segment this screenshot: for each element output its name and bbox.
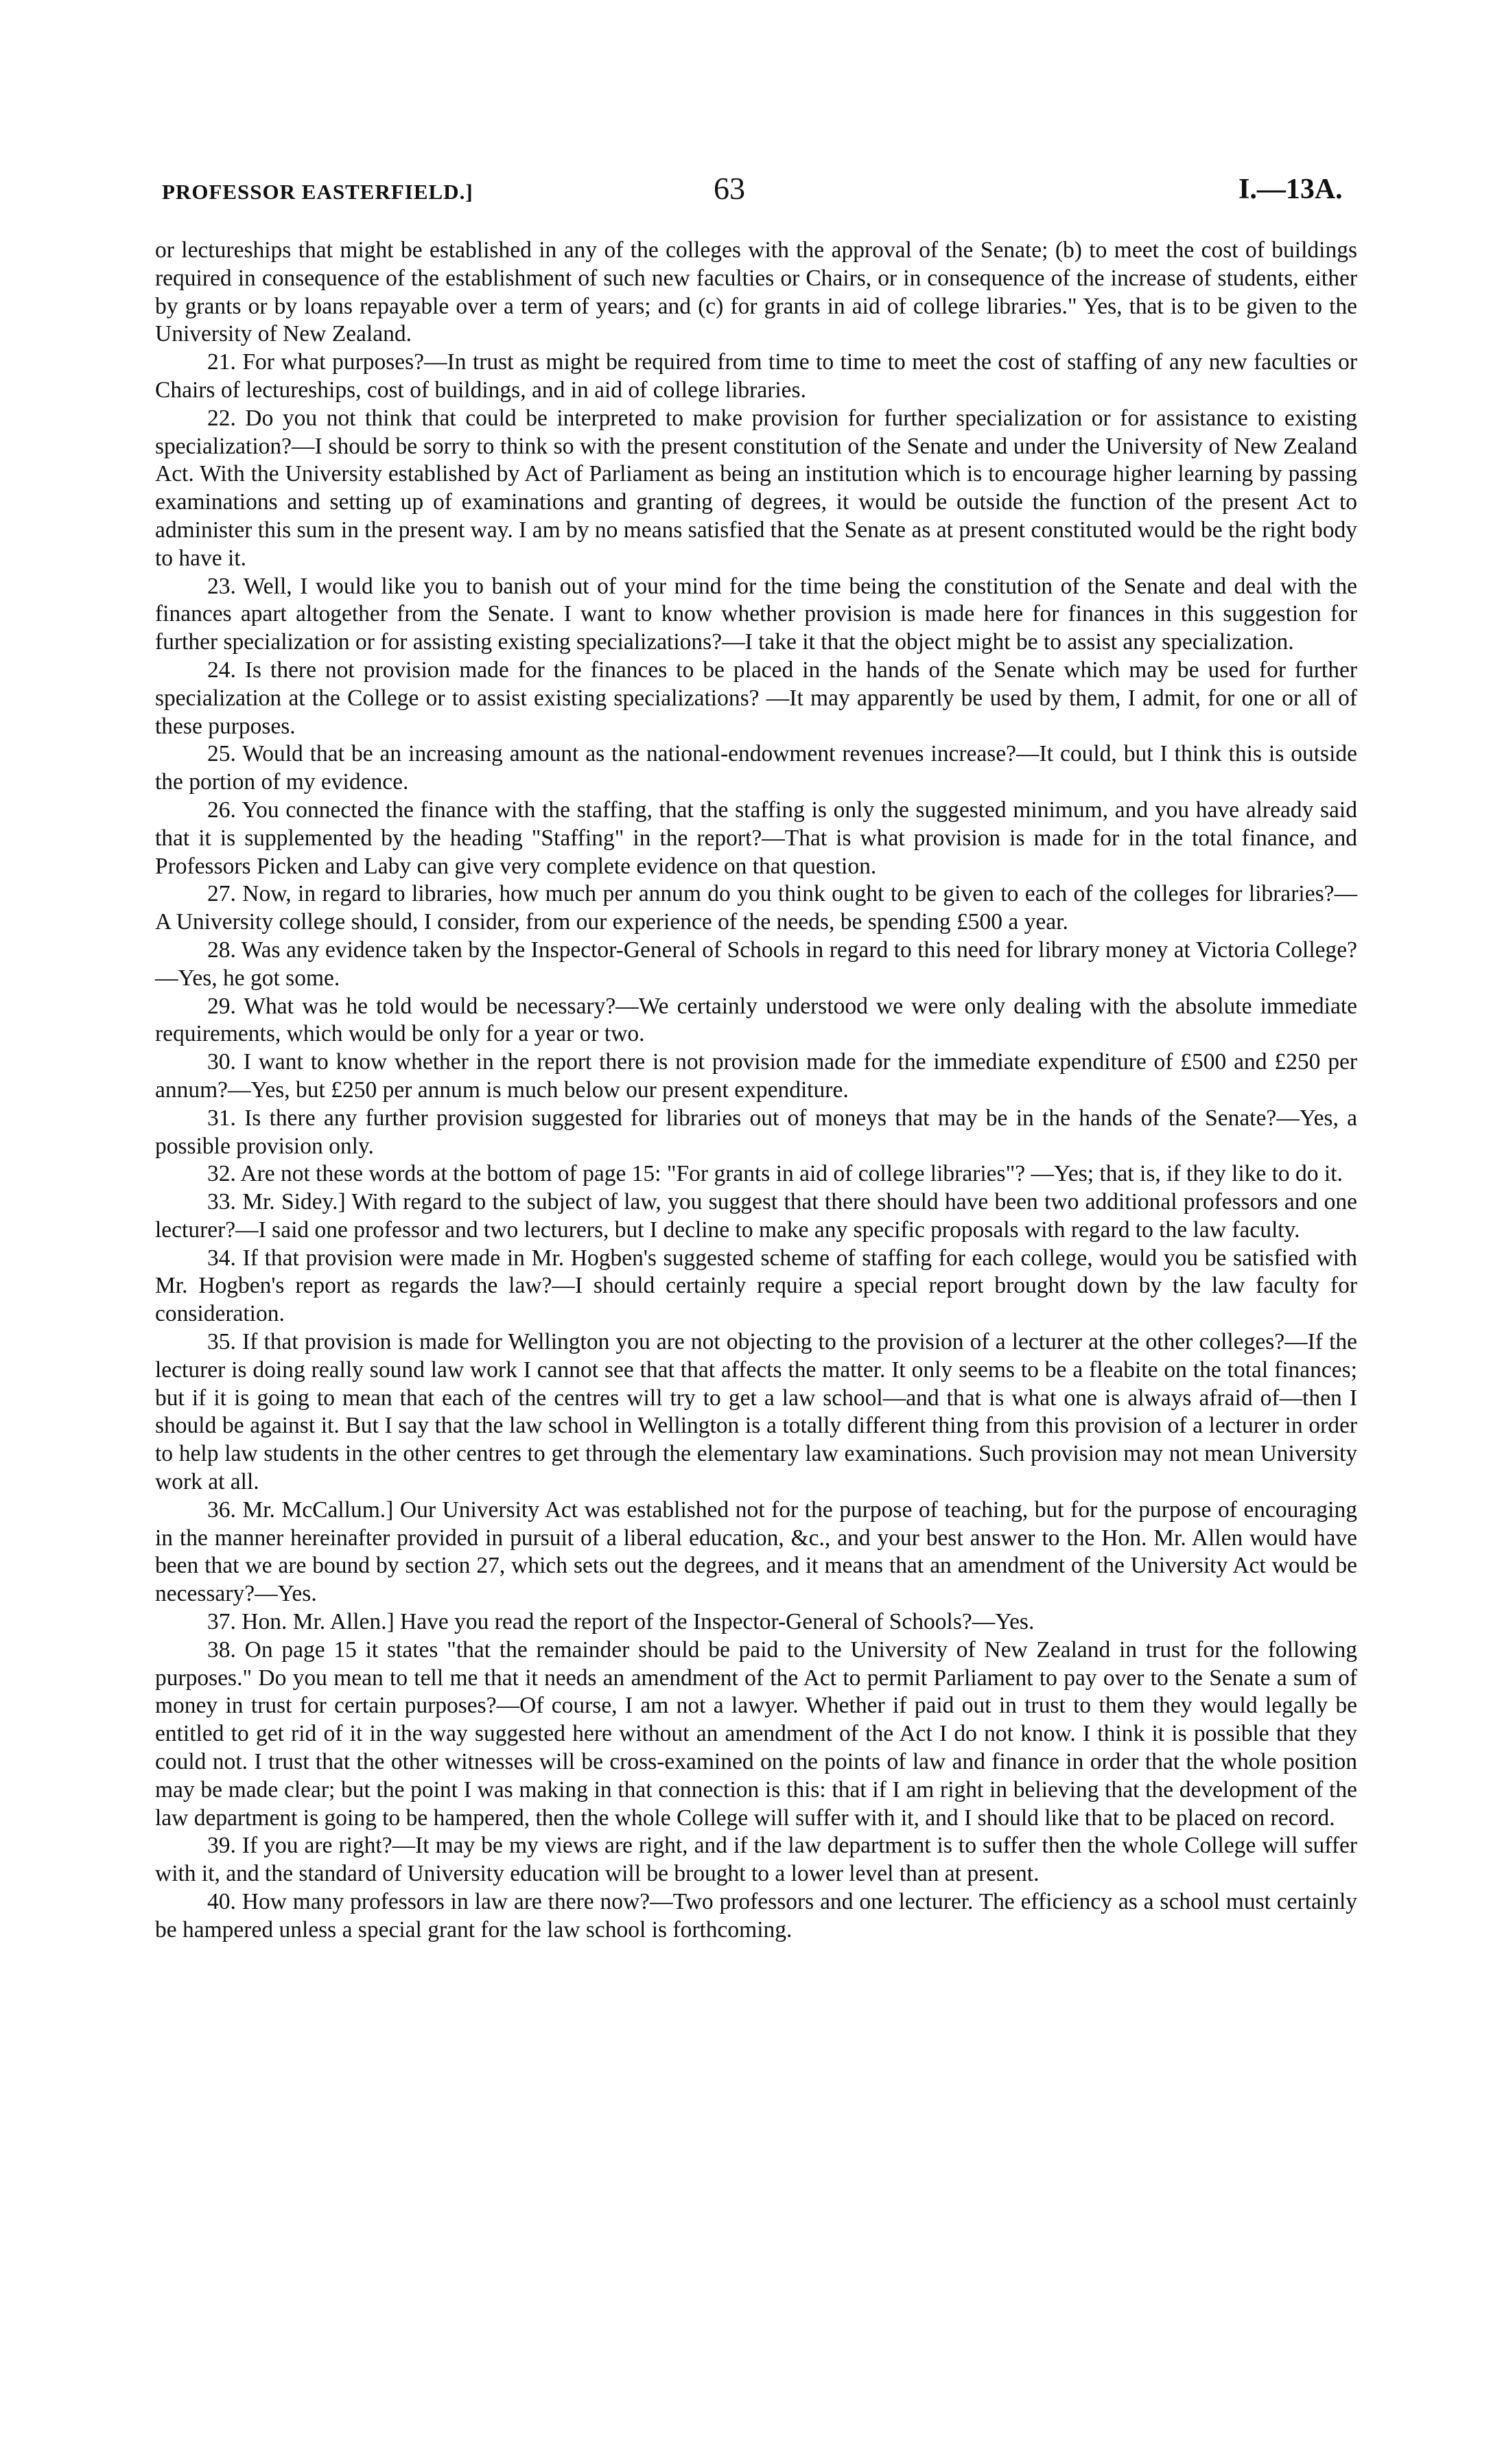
question-28: 28. Was any evidence taken by the Inspector-General of Schools in regard to this need for library money at Victoria College?—Yes, he got some.	[155, 937, 1357, 991]
paper-reference: I.—13A.	[1238, 174, 1343, 205]
question-37: 37. Hon. Mr. Allen.] Have you read the report of the Inspector-General of Schools?—Yes.	[207, 1609, 1035, 1635]
question-27: 27. Now, in regard to libraries, how much per annum do you think ought to be given to each of the colleges for libraries?—A University college should, I consider, from our experience of the needs, be spending £500 a year.	[155, 881, 1357, 935]
evidence-body	[155, 237, 1357, 1945]
question-24: 24. Is there not provision made for the finances to be placed in the hands of the Senate which may be used for further specialization at the College or to assist existing specializations? —It may apparently be used by them, I admit, for one or all of these purposes.	[155, 657, 1357, 739]
question-35: 35. If that provision is made for Wellington you are not objecting to the provision of a lecturer at the other colleges?—If the lecturer is doing really sound law work I cannot see that that affects the matter. It only seems to be a fleabite on the total finances; but if it is going to mean that each of the centres will try to get a law school—and that is what one is always afraid of—then I should be against it. But I say that the law school in Wellington is a totally different thing from this provision of a lecturer in order to help law students in the other centres to get through the elementary law examinations. Such provision may not mean University work at all.	[155, 1329, 1357, 1495]
question-34: 34. If that provision were made in Mr. Hogben's suggested scheme of staffing for each college, would you be satisfied with Mr. Hogben's report as regards the law?—I should certainly require a special report brought down by the law faculty for consideration.	[155, 1245, 1357, 1327]
question-21: 21. For what purposes?—In trust as might be required from time to time to meet the cost of staffing of any new faculties or Chairs of lectureships, cost of buildings, and in aid of college libraries.	[155, 349, 1357, 403]
question-40: 40. How many professors in law are there now?—Two professors and one lecturer. The efficiency as a school must certainly be hampered unless a special grant for the law school is forthcoming.	[155, 1889, 1357, 1943]
question-23: 23. Well, I would like you to banish out of your mind for the time being the constitution of the Senate and deal with the finances apart altogether from the Senate. I want to know whether provision is made here for finances in this suggestion for further specialization or for assisting existing specializations?—I take it that the object might be to assist any specialization.	[155, 573, 1357, 655]
question-38: 38. On page 15 it states "that the remainder should be paid to the University of New Zealand in trust for the following purposes." Do you mean to tell me that it needs an amendment of the Act to permit Parliament to pay over to the Senate a sum of money in trust for certain purposes?—Of course, I am not a lawyer. Whether if paid out in trust to them they would legally be entitled to get rid of it in the way suggested here without an amendment of the Act I do not know. I think it is possible that they could not. I trust that the other witnesses will be cross-examined on the points of law and finance in order that the whole position may be made clear; but the point I was making in that connection is this: that if I am right in believing that the development of the law department is going to be hampered, then the whole College will suffer with it, and I should like that to be placed on record.	[155, 1636, 1357, 1831]
question-26: 26. You connected the finance with the staffing, that the staffing is only the suggested minimum, and you have already said that it is supplemented by the heading "Staffing" in the report?—That is what provision is made for in the total finance, and Professors Picken and Laby can give very complete evidence on that question.	[155, 797, 1357, 879]
question-25: 25. Would that be an increasing amount as the national-endowment revenues increase?—It could, but I think this is outside the portion of my evidence.	[155, 741, 1357, 795]
question-30: 30. I want to know whether in the report there is not provision made for the immediate expenditure of £500 and £250 per annum?—Yes, but £250 per annum is much below our present expenditure.	[155, 1049, 1357, 1103]
question-31: 31. Is there any further provision suggested for libraries out of moneys that may be in the hands of the Senate?—Yes, a possible provision only.	[155, 1105, 1357, 1159]
question-33: 33. Mr. Sidey.] With regard to the subject of law, you suggest that there should have been two additional professors and one lecturer?—I said one professor and two lecturers, but I decline to make any specific proposals with regard to the law faculty.	[155, 1189, 1357, 1243]
question-32: 32. Are not these words at the bottom of page 15: "For grants in aid of college libraries"? —Yes; that is, if they like to do it.	[207, 1161, 1343, 1187]
paragraph-continuation: or lectureships that might be established in any of the colleges with the approval of the Senate; (b) to meet the cost of buildings required in consequence of the establishment of such new faculties or Chairs, or in consequence of the increase of students, either by grants or by loans repayable over a term of years; and (c) for grants in aid of college libraries." Yes, that is to be given to the University of New Zealand.	[155, 237, 1357, 347]
running-header-witness: PROFESSOR EASTERFIELD.]	[162, 180, 473, 204]
question-36: 36. Mr. McCallum.] Our University Act was established not for the purpose of teaching, but for the purpose of encouraging in the manner hereinafter provided in pursuit of a liberal education, &c., and your best answer to the Hon. Mr. Allen would have been that we are bound by section 27, which sets out the degrees, and it means that an amendment of the University Act would be necessary?—Yes.	[155, 1497, 1357, 1607]
page-number: 63	[714, 171, 745, 206]
question-22: 22. Do you not think that could be interpreted to make provision for further specialization or for assistance to existing specialization?—I should be sorry to think so with the present constitution of the Senate and under the University of New Zealand Act. With the University established by Act of Parliament as being an institution which is to encourage higher learning by passing examinations and setting up of examinations and granting of degrees, it would be outside the function of the present Act to administer this sum in the present way. I am by no means satisfied that the Senate as at present constituted would be the right body to have it.	[155, 405, 1357, 571]
question-29: 29. What was he told would be necessary?—We certainly understood we were only dealing with the absolute immediate requirements, which would be only for a year or two.	[155, 993, 1357, 1047]
question-39: 39. If you are right?—It may be my views are right, and if the law department is to suffer then the whole College will suffer with it, and the standard of University education will be brought to a lower level than at present.	[155, 1833, 1357, 1887]
